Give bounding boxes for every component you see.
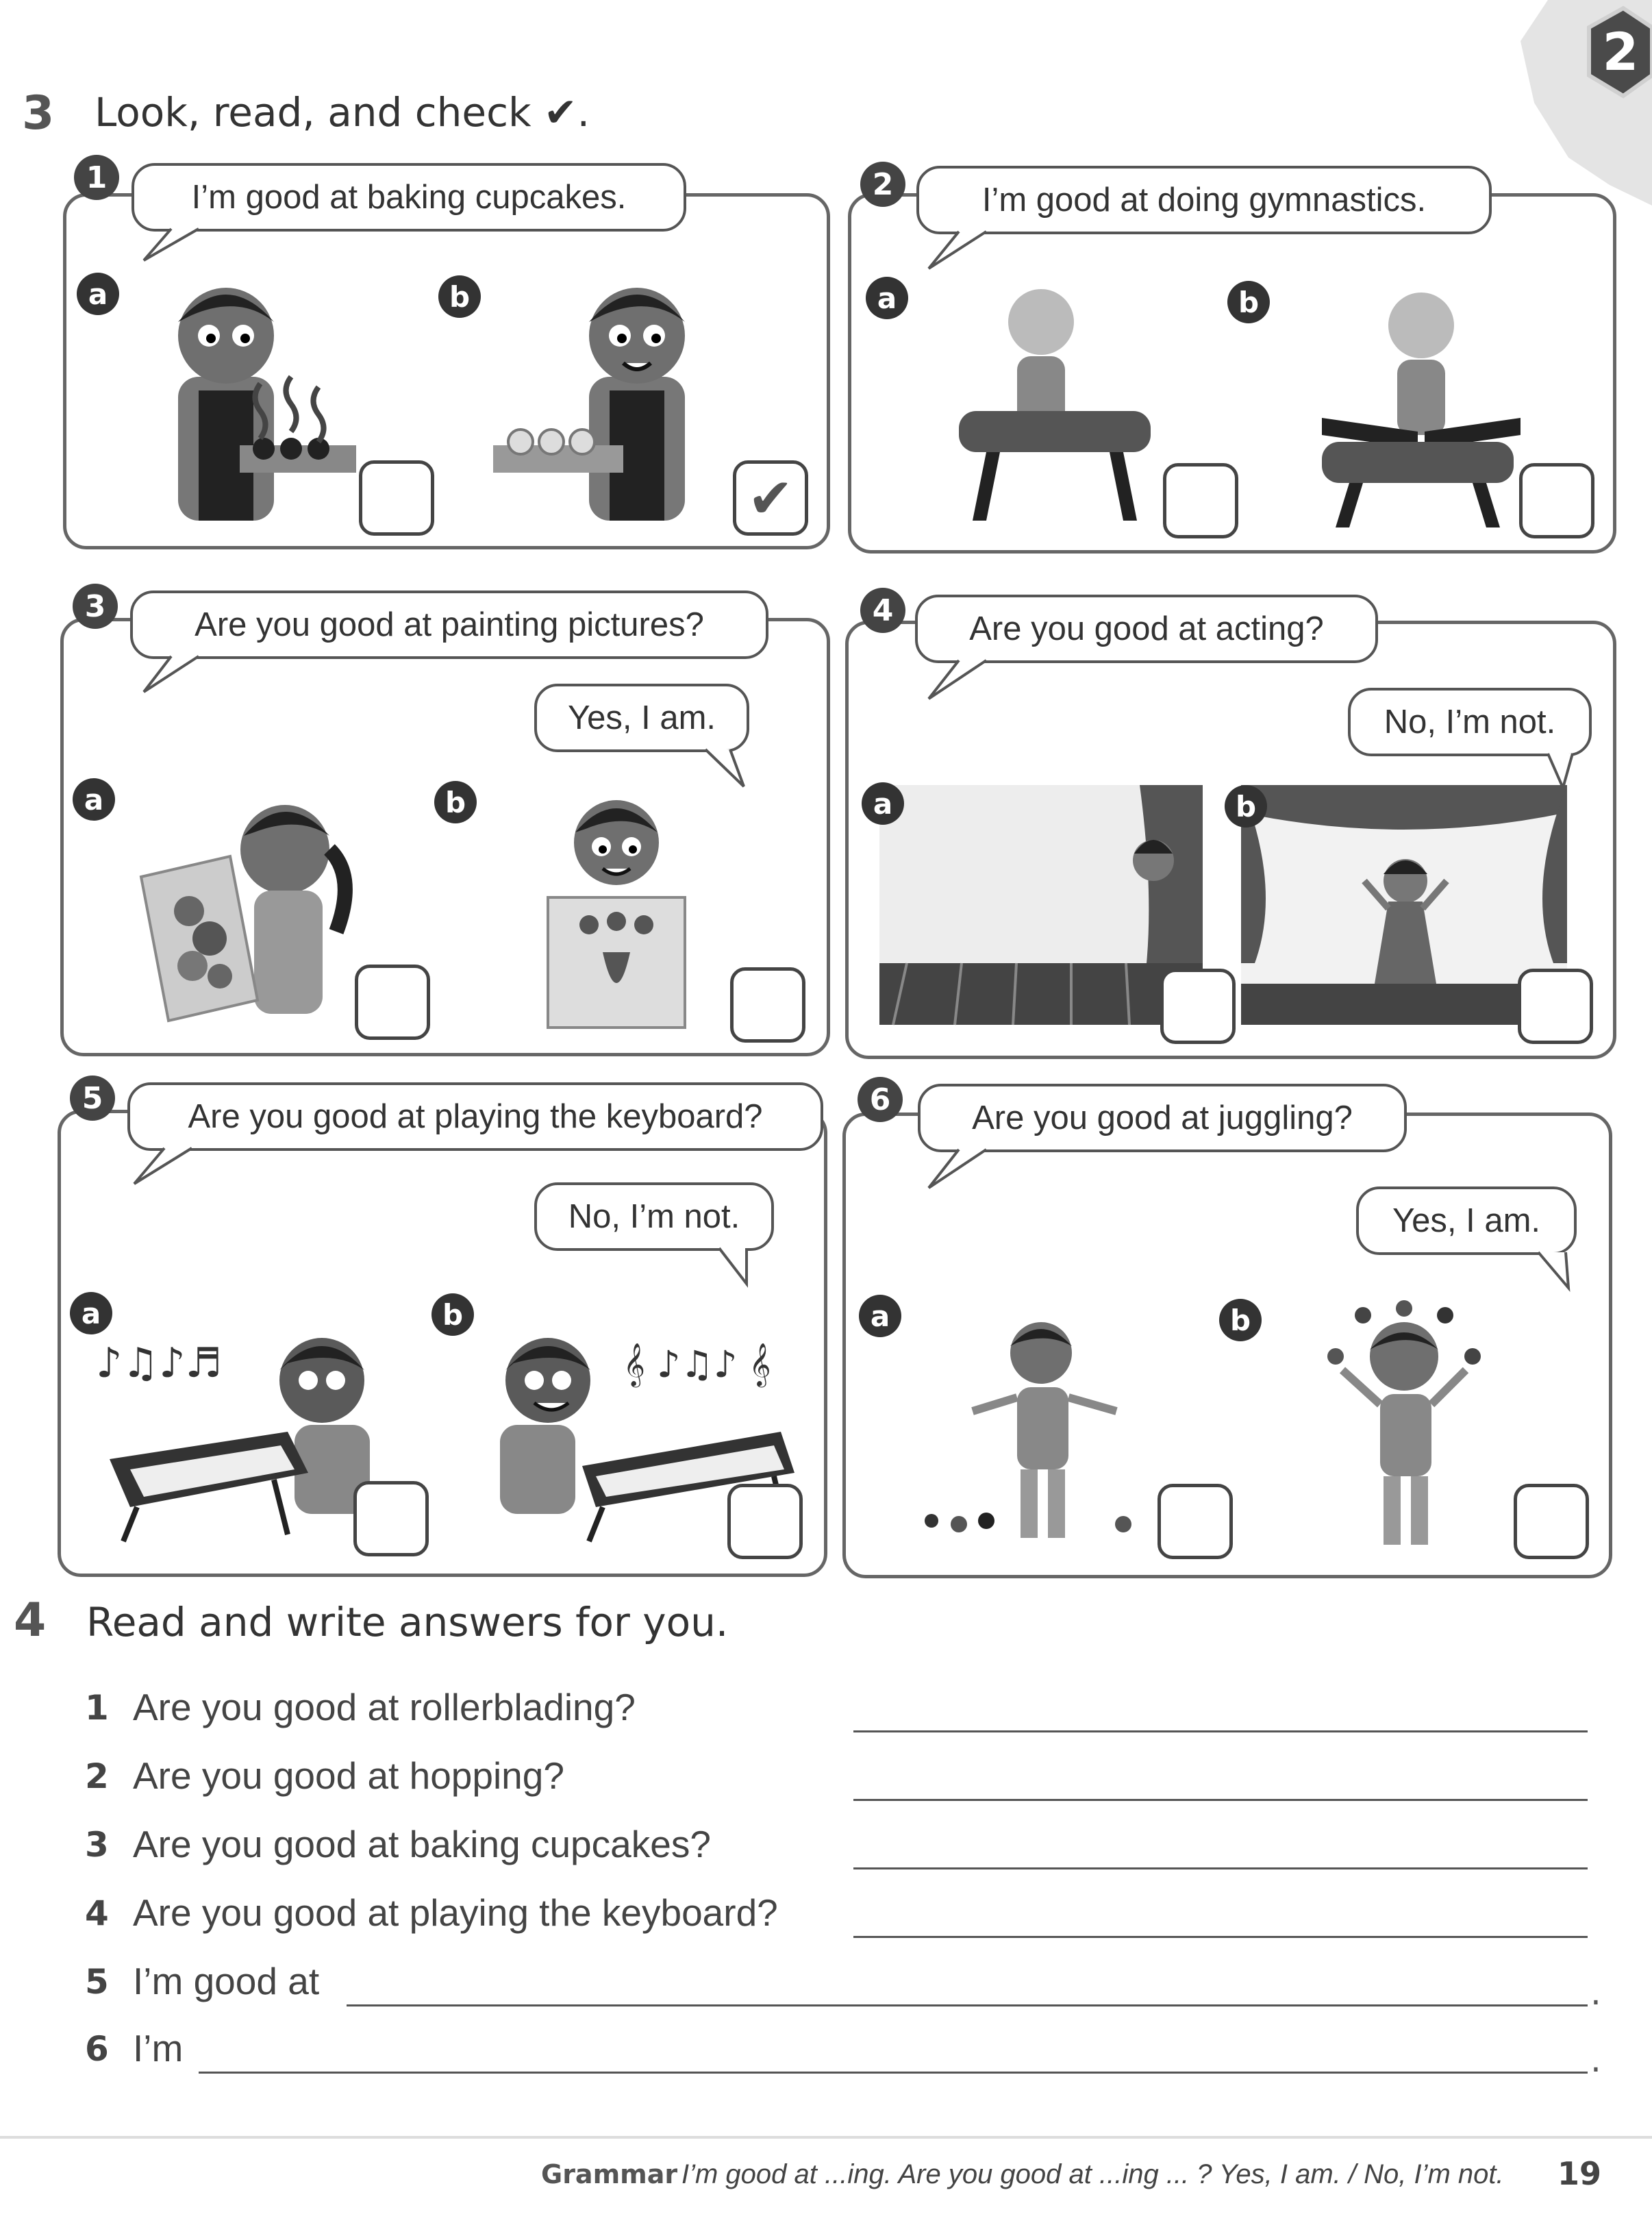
exercise-3-instruction: Look, read, and check ✔. xyxy=(95,89,590,136)
checkbox-6a[interactable] xyxy=(1157,1484,1233,1559)
unit-badge xyxy=(1507,0,1652,206)
answer-bubble-5: No, I’m not. xyxy=(534,1182,774,1251)
girl-dropped-balls-illustration xyxy=(918,1322,1144,1548)
option-b-label: b xyxy=(434,781,477,823)
check-mark-icon: ✔ xyxy=(747,466,794,530)
question-number: 6 xyxy=(85,2029,109,2069)
boy-burnt-cupcakes-illustration xyxy=(130,274,377,527)
question-number: 2 xyxy=(85,1756,109,1796)
speech-bubble-4: Are you good at acting? xyxy=(915,595,1378,663)
svg-text:♪♫♪♬: ♪♫♪♬ xyxy=(96,1339,223,1387)
answer-line-6[interactable] xyxy=(199,2072,1588,2074)
option-b-label: b xyxy=(1225,785,1267,828)
item-number-2: 2 xyxy=(860,162,905,207)
boy-keyboard-bad-illustration xyxy=(96,1322,397,1541)
question-text: Are you good at playing the keyboard? xyxy=(133,1891,778,1934)
speech-bubble-5: Are you good at playing the keyboard? xyxy=(127,1082,823,1151)
speech-bubble-1: I’m good at baking cupcakes. xyxy=(132,163,686,232)
option-a-label: a xyxy=(77,273,119,315)
checkbox-5b[interactable] xyxy=(727,1484,803,1559)
answer-line-1[interactable] xyxy=(853,1730,1588,1732)
checkbox-4b[interactable] xyxy=(1518,969,1593,1044)
checkbox-5a[interactable] xyxy=(353,1481,429,1556)
question-text: Are you good at hopping? xyxy=(133,1754,564,1797)
svg-text:𝄞 ♪♫♪ 𝄞: 𝄞 ♪♫♪ 𝄞 xyxy=(623,1343,771,1386)
answer-line-3[interactable] xyxy=(853,1867,1588,1869)
exercise-4-instruction: Read and write answers for you. xyxy=(86,1599,729,1645)
item-number-3: 3 xyxy=(73,584,118,629)
answer-bubble-4: No, I’m not. xyxy=(1348,688,1592,756)
answer-bubble-3: Yes, I am. xyxy=(534,684,749,752)
option-b-label: b xyxy=(1227,281,1270,323)
option-b-label: b xyxy=(431,1293,474,1336)
answer-line-5[interactable] xyxy=(347,2004,1588,2006)
girl-hiding-curtain-illustration xyxy=(879,785,1203,1025)
question-text: Are you good at baking cupcakes? xyxy=(133,1823,711,1865)
checkbox-2b[interactable] xyxy=(1519,463,1594,538)
checkbox-3b[interactable] xyxy=(730,967,805,1043)
option-b-label: b xyxy=(1219,1299,1262,1341)
item-number-6: 6 xyxy=(858,1077,903,1122)
question-text: Are you good at rollerblading? xyxy=(133,1686,636,1728)
option-a-label: a xyxy=(859,1295,901,1337)
footer-grammar-text: I’m good at ...ing. Are you good at ...ing ... ? Yes, I am. / No, I’m not. xyxy=(681,2159,1504,2189)
speech-bubble-3: Are you good at painting pictures? xyxy=(130,591,768,659)
checkbox-1a[interactable] xyxy=(359,460,434,536)
speech-bubble-2: I’m good at doing gymnastics. xyxy=(916,166,1492,234)
option-a-label: a xyxy=(73,778,115,821)
checkbox-2a[interactable] xyxy=(1163,463,1238,538)
girl-juggling-illustration xyxy=(1322,1302,1486,1548)
option-b-label: b xyxy=(438,275,481,318)
option-a-label: a xyxy=(862,782,904,825)
footer-rule xyxy=(0,2136,1652,2139)
question-text: I’m xyxy=(133,2027,184,2069)
question-number: 1 xyxy=(85,1688,109,1728)
page-number: 19 xyxy=(1557,2155,1602,2192)
boy-struggling-beam-illustration xyxy=(952,281,1157,527)
answer-line-4[interactable] xyxy=(853,1936,1588,1938)
checkbox-1b[interactable] xyxy=(733,460,808,536)
question-number: 4 xyxy=(85,1893,109,1933)
footer-label: Grammar xyxy=(541,2159,678,2189)
bubble-tail xyxy=(0,0,1,1)
boy-good-cupcakes-illustration xyxy=(486,274,747,527)
checkbox-3a[interactable] xyxy=(355,965,430,1040)
item-number-1: 1 xyxy=(74,155,119,200)
checkbox-4a[interactable] xyxy=(1160,969,1236,1044)
item-number-4: 4 xyxy=(860,588,905,633)
sentence-end: . xyxy=(1590,1973,1601,2013)
sentence-end: . xyxy=(1590,2040,1601,2080)
option-a-label: a xyxy=(866,277,908,319)
speech-bubble-6: Are you good at juggling? xyxy=(918,1084,1407,1152)
question-text: I’m good at xyxy=(133,1960,320,2002)
answer-bubble-6: Yes, I am. xyxy=(1356,1186,1577,1255)
checkbox-6b[interactable] xyxy=(1514,1484,1589,1559)
unit-number: 2 xyxy=(1602,21,1639,82)
exercise-3-number: 3 xyxy=(22,86,55,140)
question-number: 3 xyxy=(85,1825,109,1865)
girl-flower-painting-illustration xyxy=(541,795,692,1028)
answer-line-2[interactable] xyxy=(853,1799,1588,1801)
item-number-5: 5 xyxy=(70,1076,115,1121)
girl-messy-painting-illustration xyxy=(134,795,381,1028)
boy-splits-beam-illustration xyxy=(1308,288,1534,527)
option-a-label: a xyxy=(70,1292,112,1334)
question-number: 5 xyxy=(85,1962,109,2002)
exercise-4-number: 4 xyxy=(14,1593,47,1648)
